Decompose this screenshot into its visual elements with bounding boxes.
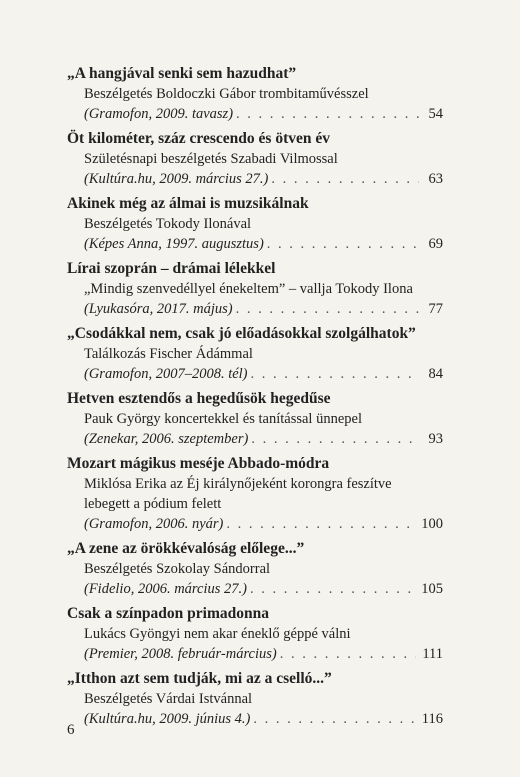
entry-source-line [84,429,443,449]
entry-description: Pauk György koncertekkel és tanítással ünnepel [84,411,362,427]
entry-page-number: 69 [428,236,443,252]
table-of-contents [67,64,443,734]
entry-page-number: 54 [428,106,443,122]
entry-page-number: 93 [428,431,443,447]
entry-page-number: 84 [428,366,443,382]
entry-source: (Gramofon, 2009. tavasz) [84,106,234,122]
entry-description: Lukács Gyöngyi nem akar éneklő géppé válni [84,626,351,642]
entry-description: Találkozás Fischer Ádámmal [84,346,253,362]
entry-description-continued: lebegett a pódium felett [84,496,222,512]
entry-page-number: 77 [428,301,443,317]
entry-title: Mozart mágikus meséje Abbado-módra [67,455,330,472]
entry-page-number: 105 [421,581,443,597]
dot-leader [226,514,415,534]
entry-description: „Mindig szenvedéllyel énekeltem” – vallja Tokody Ilona [84,281,413,297]
dot-leader [236,299,419,319]
entry-title: Akinek még az álmai is muzsikálnak [67,195,309,212]
entry-source: (Kultúra.hu, 2009. június 4.) [84,711,251,727]
entry-title: „A hangjával senki sem hazudhat” [67,65,297,82]
entry-page-number: 111 [422,646,443,662]
entry-title: Öt kilométer, száz crescendo és ötven év [67,130,331,147]
entry-description: Beszélgetés Szokolay Sándorral [84,561,271,577]
entry-title: Lírai szoprán – drámai lélekkel [67,260,276,277]
entry-page-number: 63 [428,171,443,187]
entry-source: (Gramofon, 2007–2008. tél) [84,366,248,382]
entry-source: (Kultúra.hu, 2009. március 27.) [84,171,269,187]
toc-entry [67,539,443,599]
entry-title: „Itthon azt sem tudják, mi az a cselló...” [67,670,332,687]
entry-source-line [84,644,443,664]
dot-leader [271,169,419,189]
toc-entry [67,129,443,189]
toc-entry [67,454,443,534]
entry-description: Miklósa Erika az Éj királynőjeként korongra feszítve [84,476,392,492]
toc-entry [67,259,443,319]
dot-leader [250,579,415,599]
entry-page-number: 116 [421,711,443,727]
entry-description: Beszélgetés Tokody Ilonával [84,216,252,232]
entry-title: Csak a színpadon primadonna [67,605,269,622]
page-number: 6 [67,722,75,738]
entry-source: (Zenekar, 2006. szeptember) [84,431,249,447]
dot-leader [280,644,417,664]
entry-source-line [84,299,443,319]
entry-source-line [84,514,443,534]
toc-entry [67,669,443,729]
entry-source-line [84,364,443,384]
dot-leader [236,104,419,124]
entry-source-line [84,234,443,254]
entry-title: „A zene az örökkévalóság előlege...” [67,540,305,557]
toc-entry [67,324,443,384]
entry-description: Beszélgetés Várdai Istvánnal [84,691,253,707]
toc-entry [67,389,443,449]
dot-leader [253,709,415,729]
entry-source: (Fidelio, 2006. március 27.) [84,581,247,597]
entry-description: Születésnapi beszélgetés Szabadi Vilmossal [84,151,338,167]
entry-title: „Csodákkal nem, csak jó előadásokkal szolgálhatok” [67,325,416,342]
entry-source: (Képes Anna, 1997. augusztus) [84,236,264,252]
entry-source: (Lyukasóra, 2017. május) [84,301,233,317]
entry-page-number: 100 [421,516,443,532]
entry-source-line [84,169,443,189]
toc-entry [67,194,443,254]
toc-entry [67,64,443,124]
entry-source: (Premier, 2008. február-március) [84,646,277,662]
entry-source: (Gramofon, 2006. nyár) [84,516,224,532]
toc-entry [67,604,443,664]
entry-title: Hetven esztendős a hegedűsök hegedűse [67,390,331,407]
dot-leader [267,234,419,254]
dot-leader [251,429,419,449]
dot-leader [251,364,419,384]
entry-source-line [84,709,443,729]
entry-source-line [84,579,443,599]
entry-source-line [84,104,443,124]
entry-description: Beszélgetés Boldoczki Gábor trombitaművésszel [84,86,369,102]
